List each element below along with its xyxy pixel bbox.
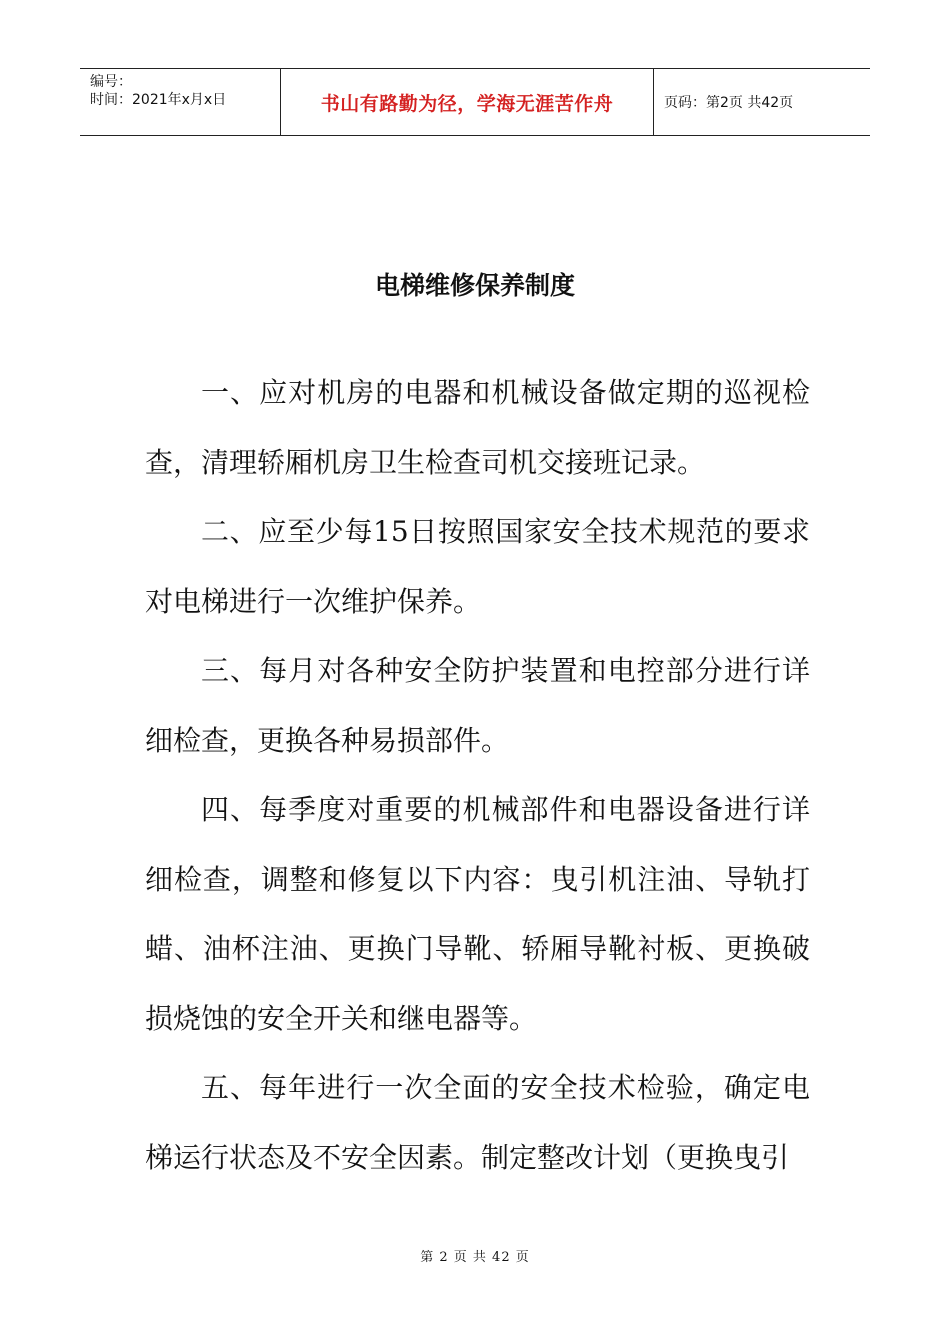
page-header bbox=[80, 68, 870, 136]
header-motto: 书山有路勤为径，学海无涯苦作舟 bbox=[281, 69, 654, 135]
paragraph-1: 一、应对机房的电器和机械设备做定期的巡视检查，清理轿厢机房卫生检查司机交接班记录。 bbox=[145, 376, 810, 479]
page-footer: 第 2 页 共 42 页 bbox=[420, 1250, 530, 1265]
paragraph-5: 五、每年进行一次全面的安全技术检验，确定电梯运行状态及不安全因素。制定整改计划（更换曳引 bbox=[145, 1071, 810, 1174]
paragraph-4: 四、每季度对重要的机械部件和电器设备进行详细检查，调整和修复以下内容：曳引机注油、导轨打蜡、油杯注油、更换门导靴、轿厢导靴衬板、更换破损烧蚀的安全开关和继电器等。 bbox=[145, 793, 810, 1035]
document-body bbox=[145, 358, 810, 1192]
header-meta bbox=[80, 69, 281, 135]
document-date-label: 时间：2021年x月x日 bbox=[90, 92, 227, 108]
document-number-label: 编号： bbox=[90, 74, 132, 90]
paragraph-2: 二、应至少每15日按照国家安全技术规范的要求对电梯进行一次维护保养。 bbox=[145, 515, 810, 618]
header-page-info: 页码：第2页 共42页 bbox=[664, 95, 794, 111]
document-title: 电梯维修保养制度 bbox=[374, 271, 575, 300]
paragraph-3: 三、每月对各种安全防护装置和电控部分进行详细检查，更换各种易损部件。 bbox=[145, 654, 810, 757]
